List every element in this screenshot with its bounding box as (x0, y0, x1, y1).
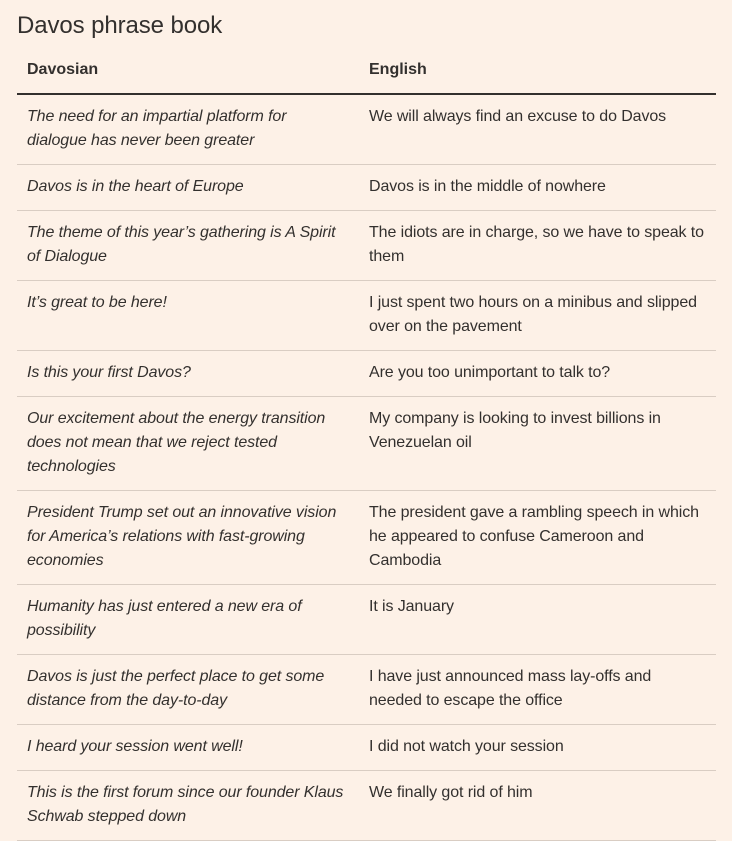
english-cell: My company is looking to invest billions in Venezuelan oil (359, 397, 716, 491)
davosian-cell: This is the first forum since our founder Klaus Schwab stepped down (17, 771, 359, 841)
english-cell: It is January (359, 585, 716, 655)
davosian-cell: Davos is just the perfect place to get some distance from the day-to-day (17, 655, 359, 725)
page-title: Davos phrase book (17, 12, 223, 39)
english-cell: The president gave a rambling speech in which he appeared to confuse Cameroon and Cambodia (359, 491, 716, 585)
table-row (17, 725, 716, 771)
davosian-cell: It’s great to be here! (17, 281, 359, 351)
header-row (17, 50, 716, 94)
english-cell: I did not watch your session (359, 725, 716, 771)
phrase-table (17, 50, 716, 841)
table-row (17, 281, 716, 351)
table-row (17, 165, 716, 211)
table-row (17, 94, 716, 165)
table-row (17, 771, 716, 841)
column-header-english: English (359, 50, 716, 94)
english-cell: We will always find an excuse to do Davos (359, 94, 716, 165)
davosian-cell: The need for an impartial platform for dialogue has never been greater (17, 94, 359, 165)
english-cell: Davos is in the middle of nowhere (359, 165, 716, 211)
table-header (17, 50, 716, 94)
table-row (17, 211, 716, 281)
davosian-cell: The theme of this year’s gathering is A Spirit of Dialogue (17, 211, 359, 281)
column-header-davosian: Davosian (17, 50, 359, 94)
davosian-cell: Davos is in the heart of Europe (17, 165, 359, 211)
english-cell: The idiots are in charge, so we have to speak to them (359, 211, 716, 281)
english-cell: Are you too unimportant to talk to? (359, 351, 716, 397)
table-row (17, 585, 716, 655)
english-cell: I have just announced mass lay-offs and needed to escape the office (359, 655, 716, 725)
table-row (17, 655, 716, 725)
table-row (17, 351, 716, 397)
table-row (17, 397, 716, 491)
davosian-cell: President Trump set out an innovative vision for America’s relations with fast-growing economies (17, 491, 359, 585)
english-cell: I just spent two hours on a minibus and slipped over on the pavement (359, 281, 716, 351)
davosian-cell: Is this your first Davos? (17, 351, 359, 397)
table-body (17, 94, 716, 841)
davosian-cell: I heard your session went well! (17, 725, 359, 771)
english-cell: We finally got rid of him (359, 771, 716, 841)
davosian-cell: Our excitement about the energy transition does not mean that we reject tested technologies (17, 397, 359, 491)
table-row (17, 491, 716, 585)
davosian-cell: Humanity has just entered a new era of possibility (17, 585, 359, 655)
